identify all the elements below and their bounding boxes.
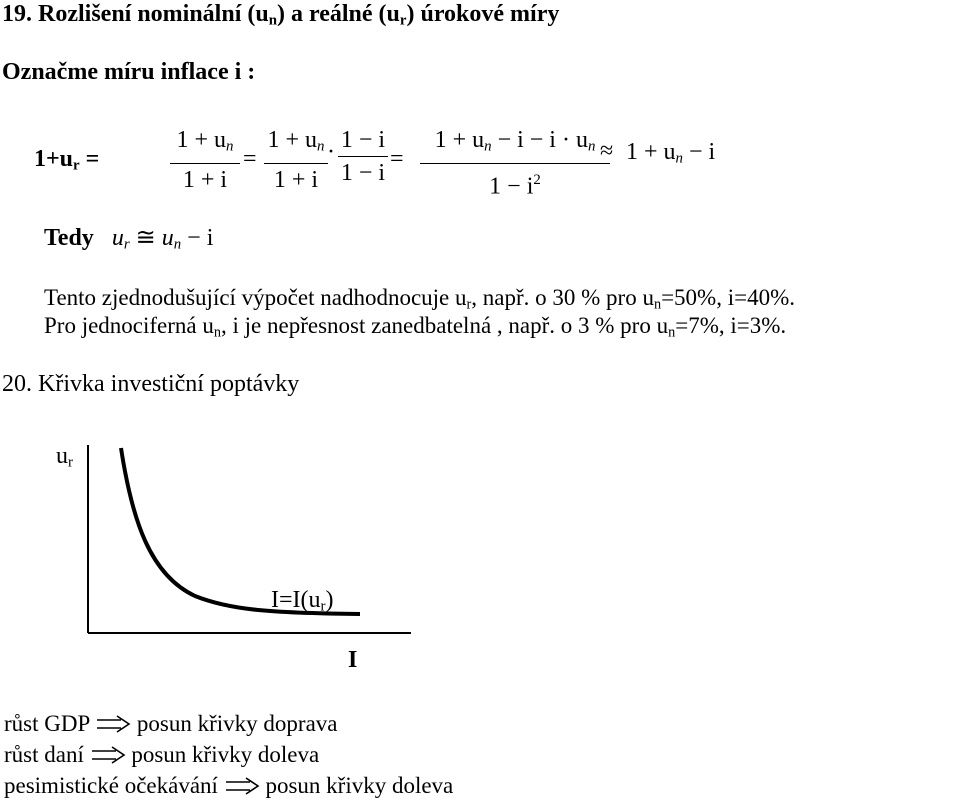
multiply-dot: · [327,139,335,165]
section-20-heading: 20. Křivka investiční poptávky [2,371,300,397]
approx-sign: ≈ [600,138,614,164]
double-right-arrow-icon [90,746,126,764]
fraction-1: $1 + u_n$ 1 + i [170,126,240,194]
shift-row-2: růst daní posun křivky doleva [4,742,320,767]
equals-2: = [390,146,404,172]
section-19-heading: 19. Rozlišení nominální $(u_n)$ a reálné $(u_r)$ úrokové míry [2,1,560,29]
shift-row-1: růst GDP posun křivky doprava [4,711,338,736]
equation-lhs: $1+u_r$ = [34,146,100,174]
double-right-arrow-icon [224,777,260,795]
fraction-3: 1 − i 1 − i [338,126,388,187]
x-axis-label: I [348,647,358,673]
inflation-label: Označme míru inflace i : [2,59,256,85]
shift-row-3: pesimistické očekávání posun křivky doleva [4,773,454,798]
tedy-line: Tedy $u_r$ ≅ $u_n - i$ [44,225,214,253]
overestimate-note: Tento zjednodušující výpočet nadhodnocuje $u_r$, např. o 30 % pro $u_n=50\%$, i=40%. [44,285,795,313]
equation-result: $1 + u_n - i$ [626,139,716,167]
double-right-arrow-icon [95,715,131,733]
negligible-note: Pro jednociferná $u_n$, i je nepřesnost zanedbatelná , např. o 3 % pro $u_n=7\%$, i=3%. [44,313,787,341]
fraction-2: $1 + u_n$ 1 + i [264,126,328,194]
fraction-4: $1 + u_n - i - i \cdot u_n$ $1 - i^2$ [420,126,610,200]
curve-label: $I=I(u_r)$ [271,587,334,615]
equals-1: = [243,146,257,172]
y-axis-label: $u_r$ [56,443,73,471]
